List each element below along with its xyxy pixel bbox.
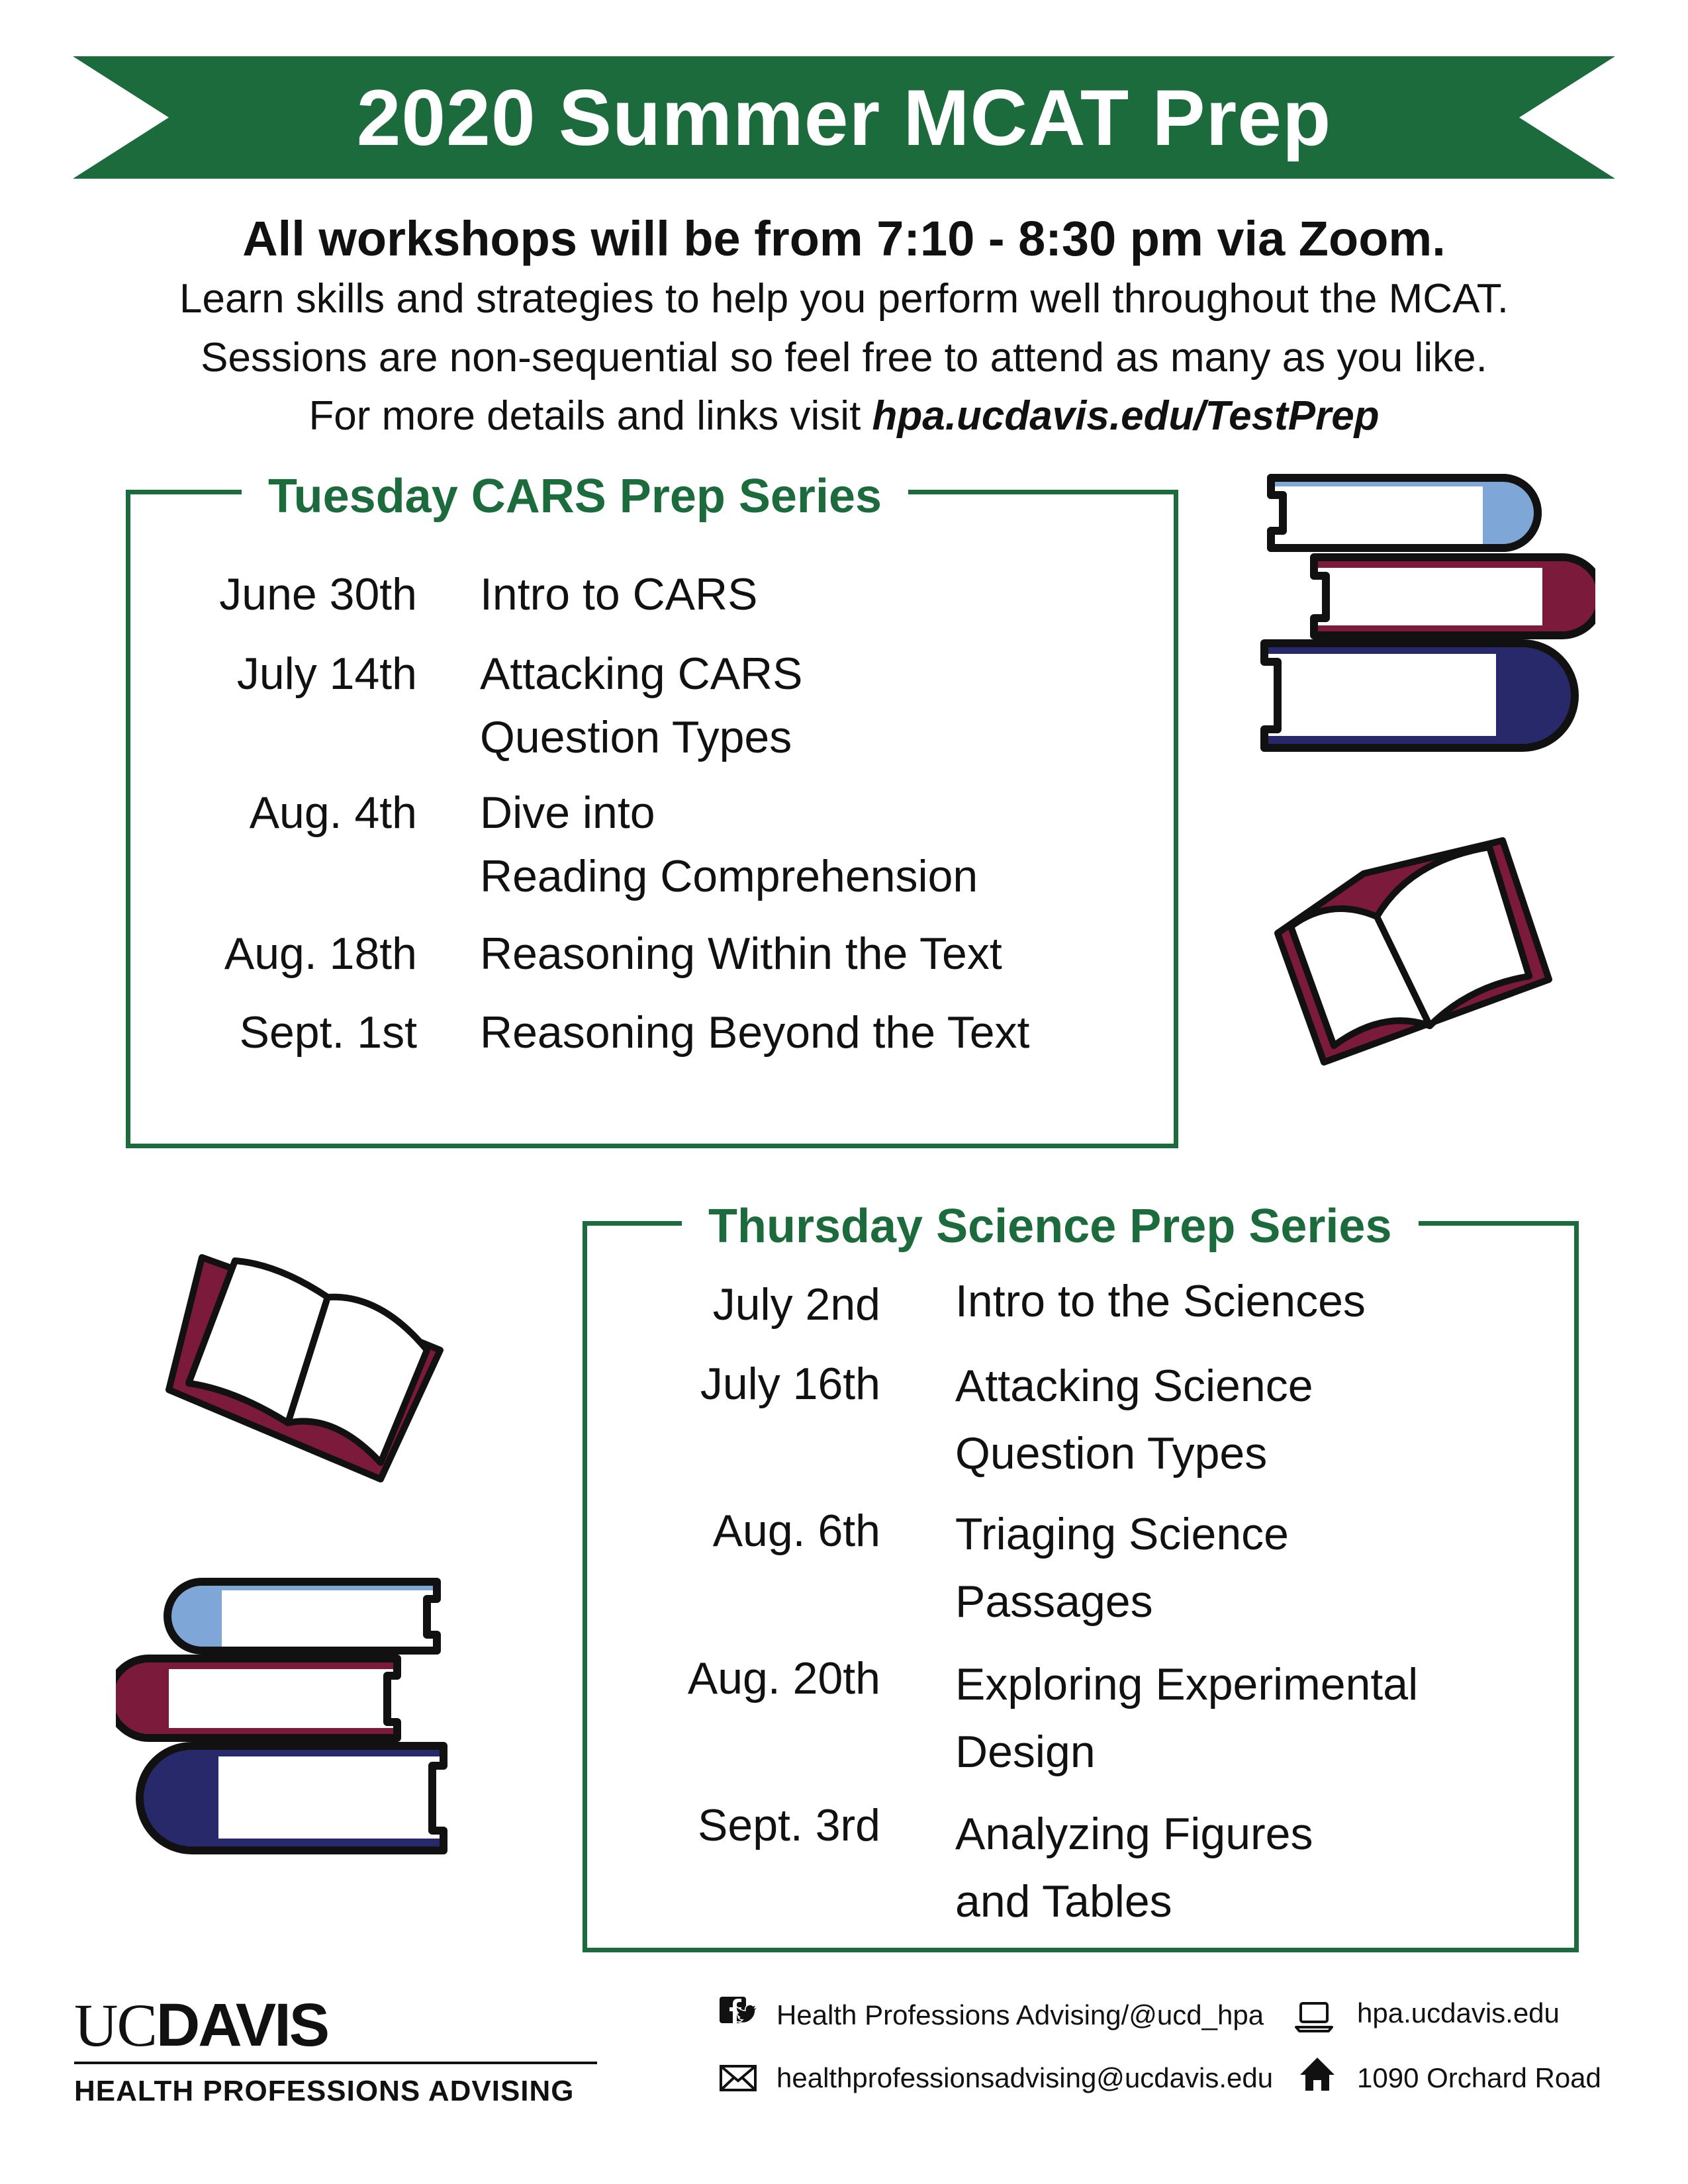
science-session-topic: Triaging Science Passages [955,1509,1289,1627]
logo-uc: UC [74,1991,156,2059]
science-session-date: July 16th [700,1359,880,1409]
open-book-icon [1271,834,1562,1072]
email-link[interactable]: healthprofessionsadvising@ucdavis.edu [776,2062,1274,2093]
science-session-date: Sept. 3rd [698,1800,880,1850]
address-text: 1090 Orchard Road [1357,2062,1601,2093]
science-session-topic: Intro to the Sciences [955,1276,1366,1326]
test-prep-link[interactable]: hpa.ucdavis.edu/TestPrep [872,393,1380,439]
open-book-icon [162,1251,447,1489]
logo-divider [74,2062,597,2064]
logo-davis: DAVIS [156,1991,328,2059]
cars-session-topic: Dive into Reading Comprehension [480,788,978,901]
science-session-date: Aug. 6th [712,1506,880,1556]
book-stack-icon [1251,470,1595,774]
intro-line-1: Learn skills and strategies to help you perform well throughout the MCAT. [179,276,1509,322]
ucdavis-logo [74,1992,328,2058]
science-session-topic: Analyzing Figures and Tables [955,1809,1313,1927]
cars-session-date: June 30th [219,569,417,619]
website-link[interactable]: hpa.ucdavis.edu [1357,1997,1560,2028]
science-session-date: Aug. 20th [687,1653,880,1704]
cars-session-topic: Reasoning Beyond the Text [480,1007,1030,1058]
cars-session-topic: Attacking CARS Question Types [480,649,803,762]
laptop-icon [1294,1997,1334,2036]
mail-icon [718,2058,758,2098]
page-title: 2020 Summer MCAT Prep [356,73,1332,162]
intro-line-3-prefix: For more details and links visit [308,393,872,439]
cars-session-date: Aug. 18th [224,929,417,979]
facebook-twitter-icon [718,1995,758,2035]
social-handle[interactable]: Health Professions Advising/@ucd_hpa [776,1999,1264,2030]
cars-session-date: Sept. 1st [239,1007,417,1058]
logo-subtitle: HEALTH PROFESSIONS ADVISING [74,2075,575,2107]
cars-session-date: Aug. 4th [249,788,417,838]
science-session-topic: Attacking Science Question Types [955,1361,1313,1479]
intro-line-2: Sessions are non-sequential so feel free to attend as many as you like. [201,335,1487,381]
science-series-title: Thursday Science Prep Series [682,1197,1419,1256]
science-session-date: July 2nd [712,1279,880,1330]
cars-series-title: Tuesday CARS Prep Series [242,467,908,526]
cars-session-date: July 14th [236,649,417,699]
intro-line-3 [0,392,1688,439]
home-icon [1297,2055,1337,2095]
science-session-topic: Exploring Experimental Design [955,1659,1419,1777]
cars-session-topic: Intro to CARS [480,569,758,619]
book-stack-icon [116,1575,460,1866]
cars-session-topic: Reasoning Within the Text [480,929,1002,979]
workshop-time-headline: All workshops will be from 7:10 - 8:30 pm via Zoom. [242,211,1446,266]
